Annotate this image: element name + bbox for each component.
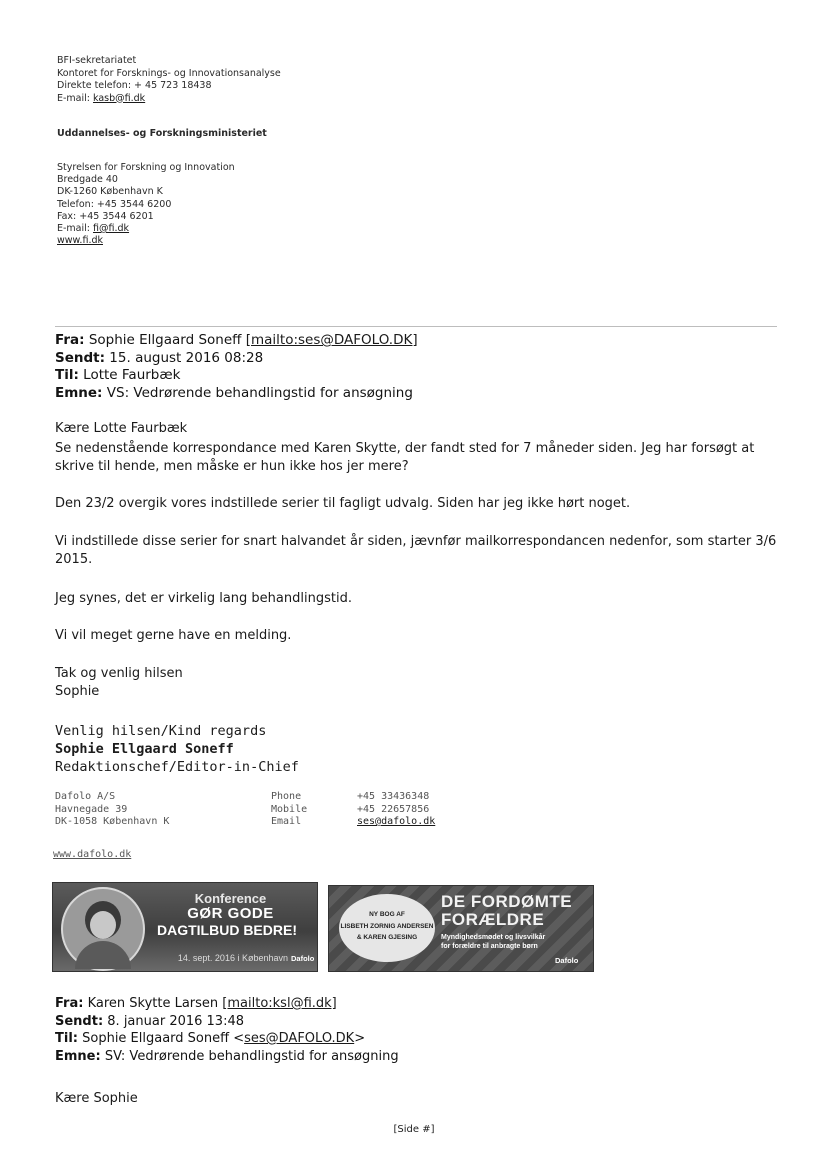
msg2-greeting: Kære Sophie <box>55 1091 138 1106</box>
speaker-face <box>90 911 116 939</box>
signature-block <box>55 722 780 776</box>
msg2-subject-row <box>55 1048 780 1066</box>
agency-line-5: Fax: +45 3544 6201 <box>57 210 154 222</box>
page-footer: [Side #] <box>393 1124 435 1135</box>
phone-label: Phone <box>271 791 302 802</box>
signature-street: Havnegade 39 <box>55 803 128 815</box>
msg2-from-mailto-link[interactable]: [mailto:ksl@fi.dk] <box>222 996 337 1011</box>
agency-line-4: Telefon: +45 3544 6200 <box>57 198 172 210</box>
msg2-subject: SV: Vedrørende behandlingstid for ansøgning <box>100 1048 399 1064</box>
msg2-to-row <box>55 1030 780 1048</box>
signature-web-link[interactable]: www.dafolo.dk <box>53 849 132 860</box>
msg2-header <box>55 995 780 1065</box>
msg1-paragraph-2: Den 23/2 overgik vores indstillede serier til fagligt udvalg. Siden har jeg ikke hørt noget. <box>55 496 631 511</box>
mobile-value: +45 22657856 <box>357 803 430 815</box>
banner2-sub-1: Myndighedsmødet og livsvilkår <box>441 934 546 941</box>
msg2-subject-label: Emne: <box>55 1048 101 1064</box>
sig-line-2: Kontoret for Forsknings- og Innovationsanalyse <box>57 67 281 79</box>
msg2-to: Sophie Ellgaard Soneff < <box>77 1031 245 1046</box>
msg2-from-row <box>55 995 780 1013</box>
signature-address <box>55 791 169 829</box>
msg1-to-label: Til: <box>55 367 79 383</box>
msg2-to-email-link[interactable]: ses@DAFOLO.DK <box>244 1031 355 1046</box>
sig-line-3: Direkte telefon: + 45 723 18438 <box>57 80 212 91</box>
msg1-paragraph-4: Jeg synes, det er virkelig lang behandlingstid. <box>55 591 352 606</box>
msg1-sent-row <box>55 350 780 368</box>
sender-signature-block <box>57 55 281 105</box>
speaker-body <box>75 941 131 969</box>
sig-email-label: E-mail: <box>57 92 94 104</box>
msg1-sent-label: Sendt: <box>55 349 106 366</box>
banner1-date: 14. sept. 2016 i København <box>177 953 288 963</box>
agency-line-1: Styrelsen for Forskning og Innovation <box>57 162 235 173</box>
msg2-to-label: Til: <box>55 1031 78 1046</box>
msg1-greeting: Kære Lotte Faurbæk <box>55 421 188 436</box>
banner2-tag-2: LISBETH ZORNIG ANDERSEN <box>340 923 434 930</box>
msg1-to-row <box>55 367 780 385</box>
msg1-closing-1: Tak og venlig hilsen <box>55 666 183 681</box>
banner2-title-2: FORÆLDRE <box>441 910 545 929</box>
msg1-subject: VS: Vedrørende behandlingstid for ansøgning <box>102 384 413 401</box>
mobile-label: Mobile <box>271 803 308 815</box>
agency-block <box>57 162 235 247</box>
msg1-header <box>55 332 780 402</box>
msg2-from: Karen Skytte Larsen <box>83 996 223 1011</box>
msg1-subject-label: Emne: <box>55 384 103 401</box>
sig-line-1: BFI-sekretariatet <box>57 55 137 66</box>
speaker-photo <box>61 887 145 971</box>
sig-email-row <box>57 93 281 106</box>
msg1-paragraph-1: Se nedenstående korrespondance med Karen Skytte, der fandt sted for 7 måneder siden. Jeg har forsøgt at skrive til hende, men måske er hun ikke hos jer mere? <box>55 441 755 474</box>
book-badge <box>339 894 435 962</box>
msg1-from-mailto-link[interactable]: [mailto:ses@DAFOLO.DK] <box>245 332 418 348</box>
msg2-sent-label: Sendt: <box>55 1013 104 1029</box>
msg1-sent: 15. august 2016 08:28 <box>105 349 264 366</box>
signature-regards: Venlig hilsen/Kind regards <box>55 723 267 739</box>
banner2-sub-2: for forældre til anbragte børn <box>441 943 538 950</box>
msg1-closing-2: Sophie <box>55 684 100 699</box>
conference-banner[interactable] <box>52 882 318 972</box>
agency-email-label: E-mail: <box>57 223 94 235</box>
banner1-line-1: Konference <box>194 891 267 906</box>
banner2-title-1: DE FORDØMTE <box>441 892 573 911</box>
signature-email-link[interactable]: ses@dafolo.dk <box>357 816 436 827</box>
msg2-to-end: > <box>354 1031 366 1046</box>
signature-contact-labels <box>271 791 307 829</box>
agency-line-2: Bredgade 40 <box>57 174 118 186</box>
signature-company: Dafolo A/S <box>55 791 116 802</box>
banner1-line-2: GØR GODE <box>187 905 274 922</box>
signature-city: DK-1058 København K <box>55 816 170 827</box>
email-label: Email <box>271 816 302 827</box>
banner2-tag-3: & KAREN GJESING <box>356 934 418 941</box>
signature-contact-values <box>357 791 435 829</box>
agency-email-row <box>57 223 235 235</box>
banner1-brand: Dafolo <box>291 954 315 963</box>
msg2-from-label: Fra: <box>55 996 84 1011</box>
banner2-brand: Dafolo <box>555 956 579 965</box>
msg2-sent: 8. januar 2016 13:48 <box>103 1013 245 1029</box>
msg1-subject-row <box>55 385 780 403</box>
msg1-from-row <box>55 332 780 350</box>
agency-email-link[interactable]: fi@fi.dk <box>93 223 130 235</box>
book-banner[interactable] <box>328 885 594 972</box>
msg1-paragraph-5: Vi vil meget gerne have en melding. <box>55 628 292 643</box>
msg1-from-label: Fra: <box>55 332 85 348</box>
email-separator-line <box>55 326 777 327</box>
agency-line-3: DK-1260 København K <box>57 186 163 198</box>
phone-value: +45 33436348 <box>357 791 430 802</box>
agency-web-link[interactable]: www.fi.dk <box>57 235 103 247</box>
msg1-from: Sophie Ellgaard Soneff <box>84 332 246 348</box>
signature-name: Sophie Ellgaard Soneff <box>55 741 234 757</box>
banner1-line-3: DAGTILBUD BEDRE! <box>157 922 297 938</box>
signature-title: Redaktionschef/Editor-in-Chief <box>55 759 299 775</box>
sig-email-link[interactable]: kasb@fi.dk <box>93 92 146 104</box>
msg2-sent-row <box>55 1013 780 1031</box>
ministry-name: Uddannelses- og Forskningsministeriet <box>57 128 267 139</box>
msg1-to: Lotte Faurbæk <box>78 367 181 383</box>
msg1-paragraph-3: Vi indstillede disse serier for snart halvandet år siden, jævnfør mailkorrespondancen nedenfor, som starter 3/6 2015. <box>55 534 777 567</box>
banner2-tag-1: NY BOG AF <box>369 911 405 918</box>
